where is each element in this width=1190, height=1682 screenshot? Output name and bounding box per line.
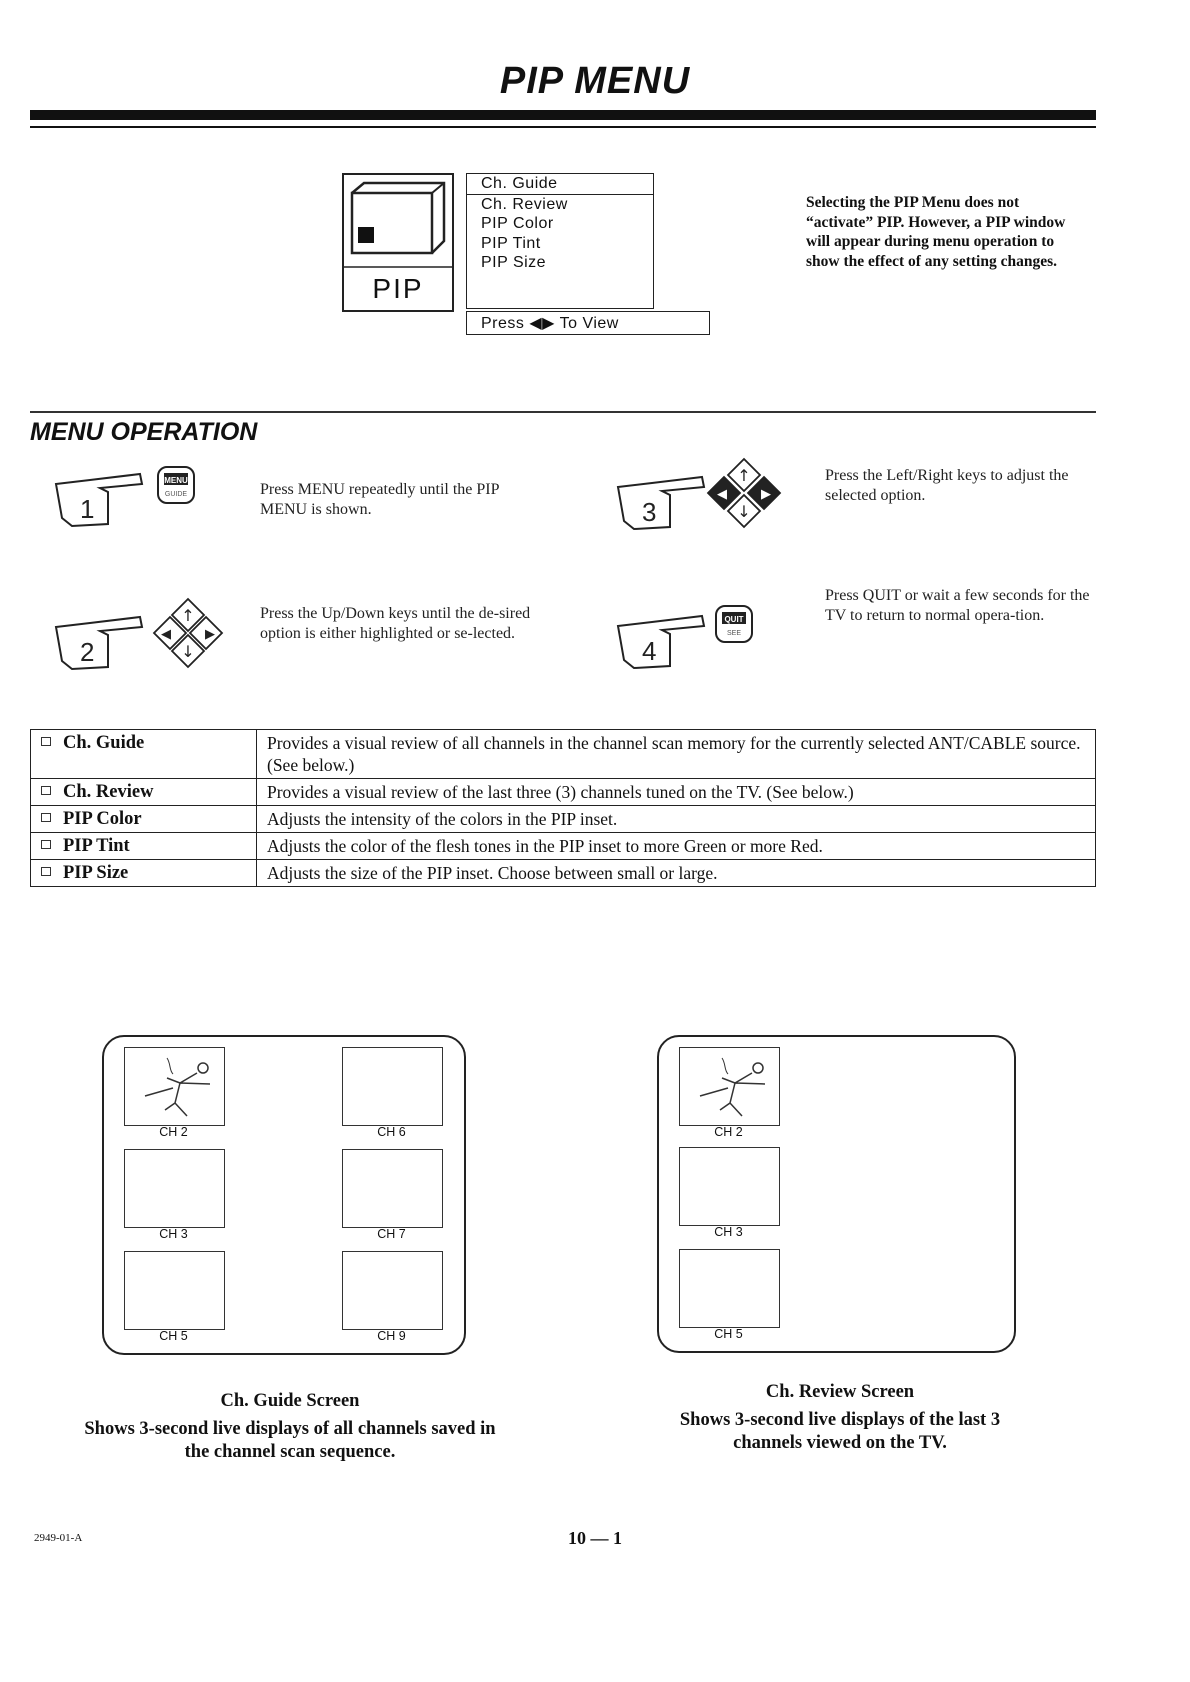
pip-menu-osd (466, 173, 654, 309)
step-3-icon (612, 455, 802, 535)
checkbox-icon (41, 840, 51, 849)
section-title: MENU OPERATION (30, 418, 258, 446)
checkbox-icon (41, 813, 51, 822)
review-ch-label: CH 3 (714, 1225, 743, 1239)
table-row (31, 806, 1096, 833)
page-title: PIP MENU (499, 60, 691, 102)
svg-text:▶: ▶ (205, 627, 215, 642)
checkbox-icon (41, 737, 51, 746)
review-ch-label: CH 2 (714, 1125, 743, 1139)
svg-text:▶: ▶ (761, 487, 771, 502)
step-1-text: Press MENU repeatedly until the PIP MENU is shown. (260, 481, 499, 518)
step-3-text: Press the Left/Right keys to adjust the selected option. (825, 467, 1069, 504)
page-number: 10 — 1 (568, 1528, 622, 1548)
row-desc: Adjusts the size of the PIP inset. Choose between small or large. (257, 860, 1096, 887)
menu-item-pip-tint: PIP Tint (481, 234, 541, 252)
row-label: Ch. Guide (63, 733, 145, 753)
title-rule-thin (30, 126, 1096, 128)
row-label: PIP Tint (63, 836, 130, 856)
guide-thumb-2 (342, 1047, 443, 1126)
menu-key-label: MENU (164, 476, 188, 485)
step-2-text: Press the Up/Down keys until the de-sired option is either highlighted or se-lected. (260, 605, 531, 642)
svg-text:↑: ↑ (181, 606, 195, 625)
checkbox-icon (41, 867, 51, 876)
option-table (30, 729, 1096, 887)
title-rule-thick (30, 110, 1096, 120)
svg-text:↑: ↑ (737, 466, 751, 485)
table-row (31, 730, 1096, 779)
row-desc: Provides a visual review of all channels in the channel scan memory for the currently selected ANT/CABLE source. (See below.) (257, 730, 1096, 779)
quit-key-sub: SEE (726, 630, 742, 637)
guide-caption-title: Ch. Guide Screen (220, 1391, 360, 1411)
skater-icon (680, 1048, 779, 1125)
guide-thumb-4 (342, 1149, 443, 1228)
step-1-icon (50, 462, 210, 532)
menu-item-pip-size: PIP Size (481, 254, 547, 271)
svg-text:◀: ◀ (161, 627, 171, 642)
row-desc: Adjusts the intensity of the colors in the PIP inset. (257, 806, 1096, 833)
quit-key-label: QUIT (724, 615, 744, 624)
pip-label: PIP (372, 273, 424, 304)
pip-icon-box (342, 173, 454, 312)
guide-caption-text: Shows 3-second live displays of all channels saved in the channel scan sequence. (84, 1419, 496, 1462)
skater-icon (125, 1048, 224, 1125)
section-rule (30, 411, 1096, 413)
guide-thumb-1 (124, 1047, 225, 1126)
step-2-icon (50, 595, 230, 675)
table-row (31, 779, 1096, 806)
svg-text:◀: ◀ (717, 487, 727, 502)
step-2-number: 2 (80, 637, 95, 667)
review-screen (657, 1035, 1016, 1353)
menu-item-pip-color: PIP Color (481, 215, 554, 232)
guide-thumb-5 (124, 1251, 225, 1330)
guide-screen (102, 1035, 466, 1355)
svg-text:↓: ↓ (737, 502, 751, 521)
guide-thumb-3 (124, 1149, 225, 1228)
review-caption-title: Ch. Review Screen (765, 1382, 915, 1402)
review-thumb-1 (679, 1047, 780, 1126)
guide-ch-label: CH 7 (377, 1227, 406, 1241)
review-ch-label: CH 5 (714, 1327, 743, 1341)
row-desc: Provides a visual review of the last three (3) channels tuned on the TV. (See below.) (257, 779, 1096, 806)
table-row (31, 860, 1096, 887)
guide-ch-label: CH 6 (377, 1125, 406, 1139)
step-1-number: 1 (80, 494, 95, 524)
menu-key-sub: GUIDE (164, 491, 188, 498)
checkbox-icon (41, 786, 51, 795)
svg-text:↓: ↓ (181, 642, 195, 661)
step-3-number: 3 (642, 497, 657, 527)
guide-ch-label: CH 9 (377, 1329, 406, 1343)
review-thumb-2 (679, 1147, 780, 1226)
step-4-text: Press QUIT or wait a few seconds for the TV to return to normal opera-tion. (825, 587, 1090, 624)
pip-note: Selecting the PIP Menu does not “activate” PIP. However, a PIP window will appear during menu operation to show the effect of any setting changes. (806, 194, 1066, 270)
guide-thumb-6 (342, 1251, 443, 1330)
press-hint: Press ◀▶ To View (466, 311, 710, 335)
guide-ch-label: CH 3 (159, 1227, 188, 1241)
menu-item-ch-review: Ch. Review (481, 195, 568, 213)
guide-ch-label: CH 2 (159, 1125, 188, 1139)
row-label: Ch. Review (63, 782, 154, 802)
review-thumb-3 (679, 1249, 780, 1328)
menu-item-ch-guide: Ch. Guide (467, 174, 653, 195)
row-label: PIP Color (63, 809, 142, 829)
step-4-number: 4 (642, 636, 657, 666)
footer-code: 2949-01-A (34, 1532, 83, 1544)
review-caption-text: Shows 3-second live displays of the last 3 channels viewed on the TV. (679, 1410, 1001, 1453)
row-label: PIP Size (63, 863, 129, 883)
table-row (31, 833, 1096, 860)
row-desc: Adjusts the color of the flesh tones in the PIP inset to more Green or more Red. (257, 833, 1096, 860)
step-4-icon (612, 600, 772, 675)
guide-ch-label: CH 5 (159, 1329, 188, 1343)
